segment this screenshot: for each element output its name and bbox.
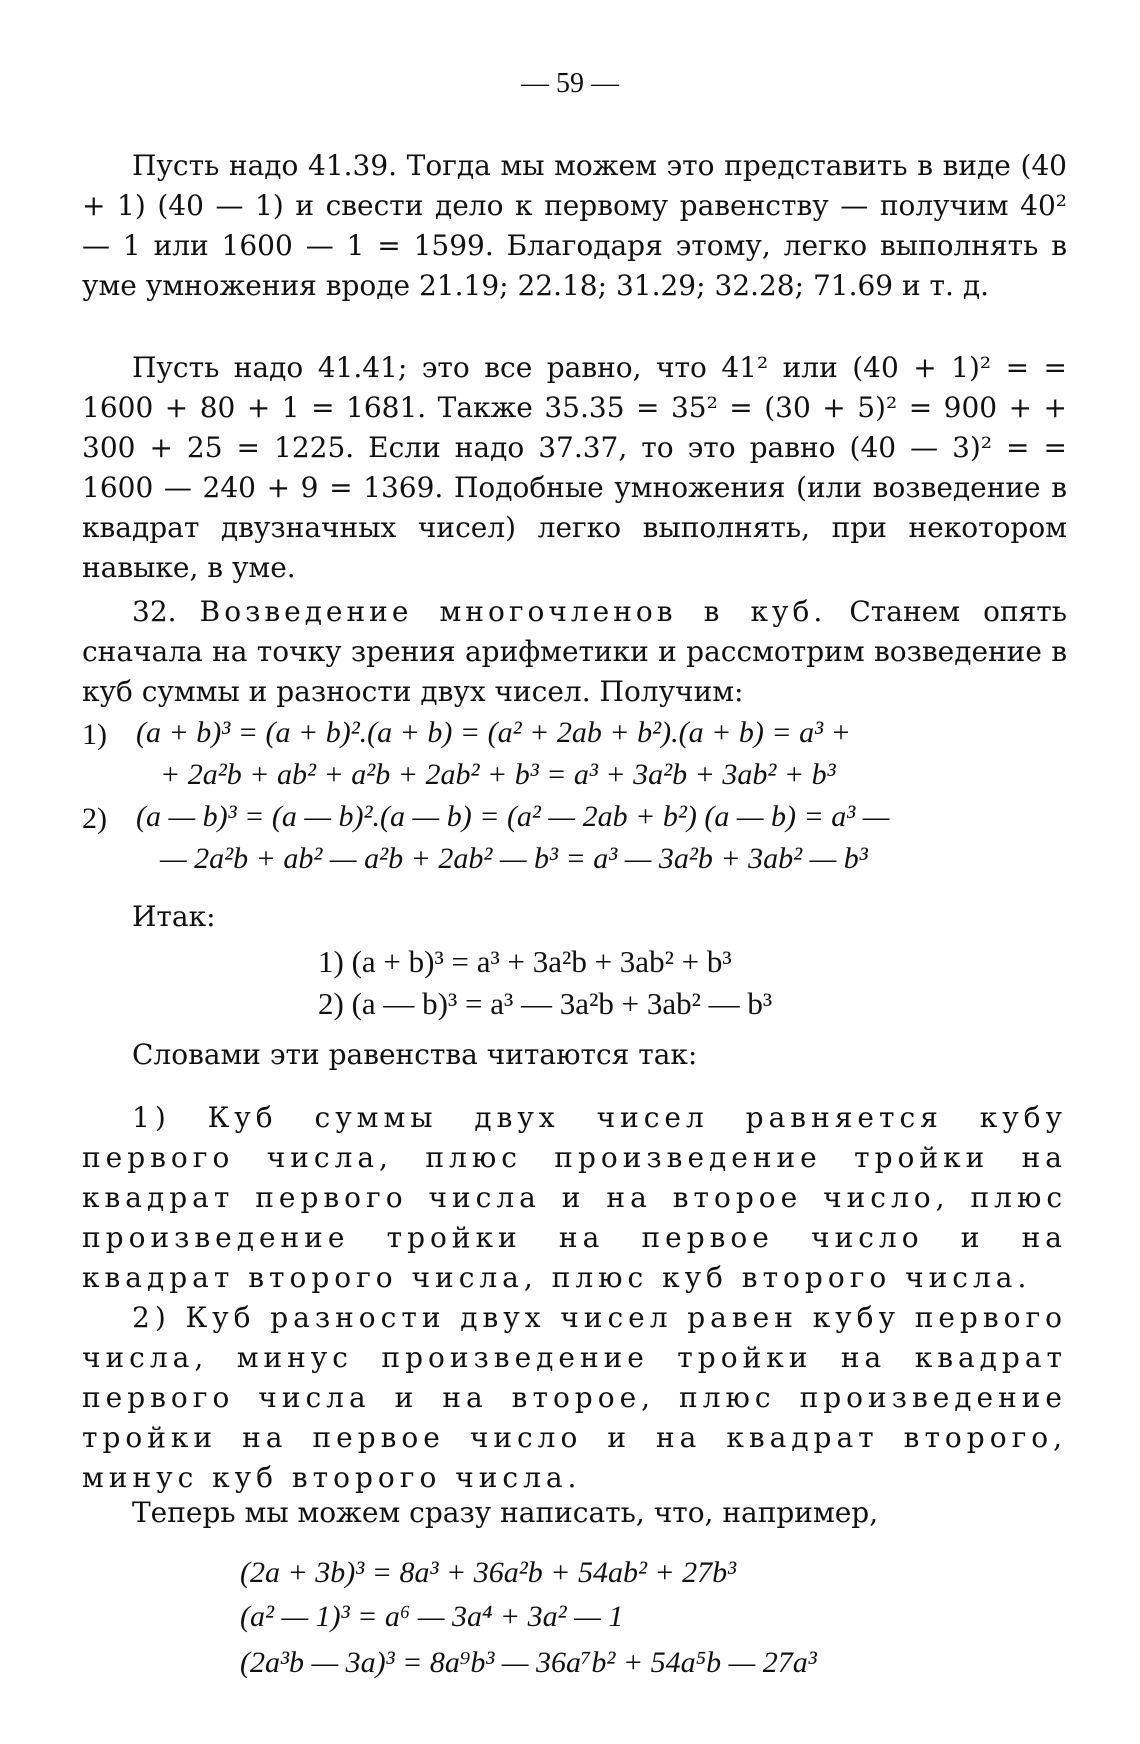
paragraph-product-difference: Пусть надо 41.39. Тогда мы можем это представить в виде (40 + 1) (40 — 1) и свести дело к первому равенству — получим 40² — 1 или 1600 — 1 = 1599. Благодаря этому, легко выполнять в уме умножения вроде 21.19; 22.18; 31.29; 32.28; 71.69 и т. д. (82, 149, 1067, 302)
derivation-2-line-2: — 2a²b + ab² — a²b + 2ab² — b³ = a³ — 3a²b + 3ab² — b³ (160, 842, 868, 875)
rule-cube-of-sum: 1) Куб суммы двух чисел равняется кубу первого числа, плюс произведение тройки на квадрат первого числа и на второе число, плюс произведение тройки на первое число и на квадрат второго числа, плюс куб второго числа. (82, 1101, 1067, 1294)
example-formula-2: (a² — 1)³ = a⁶ — 3a⁴ + 3a² — 1 (240, 1600, 624, 1633)
page-number: — 59 — (521, 68, 619, 99)
section-title: Возведение многочленов в куб. (199, 595, 827, 628)
example-formula-3: (2a³b — 3a)³ = 8a⁹b³ — 36a⁷b² + 54a⁵b — 27a³ (240, 1646, 817, 1679)
rule-cube-of-difference: 2) Куб разности двух чисел равен кубу первого числа, минус произведение тройки на квадрат первого числа и на второе, плюс произведение тройки на первое число и на квадрат второго, минус куб второго числа. (82, 1301, 1067, 1494)
section-intro-text: Станем опять сначала на точку зрения арифметики и рассмотрим возведение в куб суммы и разности двух чисел. Получим: (82, 595, 1068, 708)
section-number: 32. (132, 595, 177, 628)
examples-intro: Теперь мы можем сразу написать, что, например, (132, 1496, 879, 1529)
result-formula-1: 1) (a + b)³ = a³ + 3a²b + 3ab² + b³ (318, 944, 732, 979)
example-formula-1: (2a + 3b)³ = 8a³ + 36a²b + 54ab² + 27b³ (240, 1556, 737, 1589)
words-intro: Словами эти равенства читаются так: (132, 1038, 698, 1071)
itak-label: Итак: (132, 900, 216, 933)
derivation-1-line-1: (a + b)³ = (a + b)².(a + b) = (a² + 2ab + b²).(a + b) = a³ + (136, 716, 851, 749)
result-formula-2: 2) (a — b)³ = a³ — 3a²b + 3ab² — b³ (318, 986, 773, 1021)
derivation-2-line-1: (a — b)³ = (a — b)².(a — b) = (a² — 2ab + b²) (a — b) = a³ — (136, 800, 890, 833)
derivation-1-label: 1) (82, 718, 107, 751)
derivation-2-label: 2) (82, 802, 107, 835)
paragraph-squares: Пусть надо 41.41; это все равно, что 41² или (40 + 1)² = = 1600 + 80 + 1 = 1681. Также 35.35 = 35² = (30 + 5)² = 900 + + 300 + 25 = 1225. Если надо 37.37, то это равно (40 — 3)² = = 1600 — 240 + 9 = 1369. Подобные умножения (или возведение в квадрат двузначных чисел) легко выполнять, при некотором навыке, в уме. (82, 351, 1067, 584)
derivation-1-line-2: + 2a²b + ab² + a²b + 2ab² + b³ = a³ + 3a²b + 3ab² + b³ (160, 758, 836, 791)
paragraph-section-32 (82, 592, 1067, 712)
